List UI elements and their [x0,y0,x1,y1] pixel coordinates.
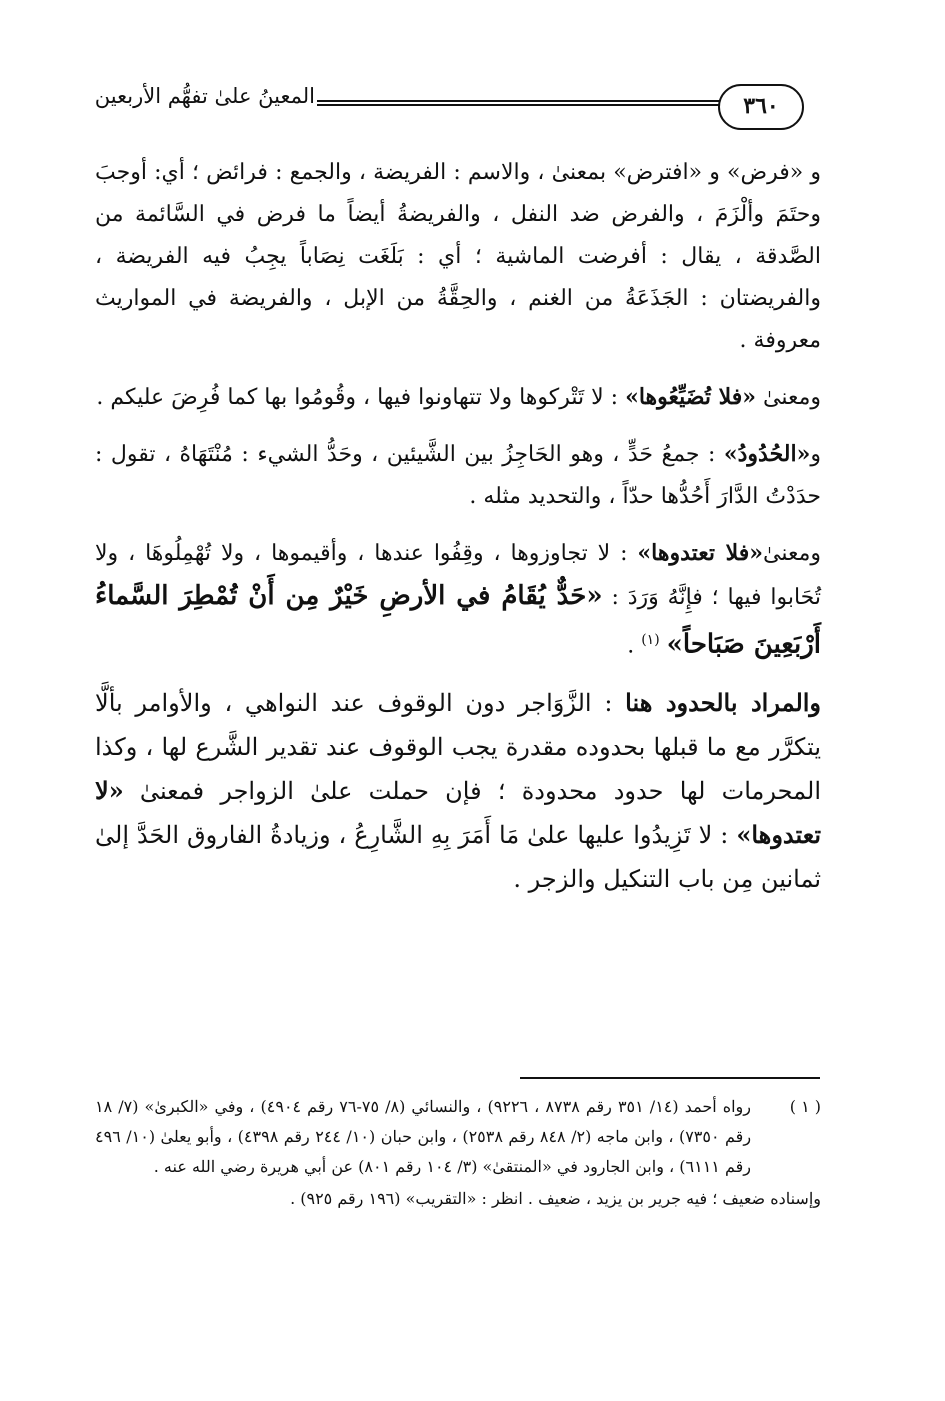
running-title: المعينُ علىٰ تفهُّم الأربعين [94,84,315,108]
paragraph-end: . [627,633,642,659]
footnote-marker[interactable]: (١) [641,632,660,648]
term-hudud: «الحُدُودُ» [723,441,811,467]
paragraph-lead: و [810,442,821,467]
paragraph-lead: ومعنىٰ [763,541,822,566]
paragraph-la-tatadouha [95,532,821,667]
header-double-rule [317,100,720,106]
footnote-note: وإسناده ضعيف ؛ فيه جرير بن يزيد ، ضعيف . انظر : «التقريب» (١٩٦ رقم ٩٢٥) . [290,1189,821,1208]
footnotes [95,1092,821,1214]
paragraph-la-tudayyiuha [95,376,821,419]
hadith-quote: «حَدٌّ يُقَامُ في الأرضِ خَيْرٌ مِن أَنْ تُمْطِرَ السَّماءُ أَرْبَعِينَ صَبَاحاً» [95,581,821,660]
paragraph-text: : لا تَتْركوها ولا تتهاونوا فيها ، وقُومُوا بها كما فُرِضَ عليكم . [96,385,626,410]
footnote-1 [95,1092,821,1182]
paragraph-text: : لا تجاوزوها ، وقِفُوا عندها ، وأقيموها ، ولا تُهْمِلُوهَا ، ولا تُحَابوا فيها ؛ فإِنَّهُ وَرَدَ : [95,541,821,610]
paragraph-text-end: : لا تَزِيدُوا عليها علىٰ مَا أَمَرَ بِهِ الشَّارِعُ ، وزيادةُ الفاروق الحَدَّ إلىٰ ثمانين مِن باب التنكيل والزجر . [95,821,821,894]
term-fala-tudayyiuha: «فلا تُضَيِّعُوها» [625,384,756,410]
term-la-tatadouha: «لا تعتدوها» [95,776,821,850]
footnote-text: رواه أحمد (١٤/ ٣٥١ رقم ٨٧٣٨ ، ٩٢٢٦) ، والنسائي (٨/ ٧٥-٧٦ رقم ٤٩٠٤) ، وفي «الكبرىٰ» (٧/ ١٨ رقم ٧٣٥٠) ، وابن ماجه (٢/ ٨٤٨ رقم ٢٥٣٨) ، وابن حبان (١٠/ ٢٤٤ رقم ٤٣٩٨) ، وأبو يعلىٰ (١٠/ ٤٩٦ رقم ٦١١١) ، وابن الجارود في «المنتقىٰ» (٣/ ١٠٤ رقم ٨٠١) عن أبي هريرة رضي الله عنه . [95,1097,752,1176]
paragraph-lead: ومعنىٰ [756,385,821,410]
page-number-badge: ٣٦٠ [718,84,804,130]
page-header [85,66,820,126]
footnote-separator [520,1077,820,1079]
paragraph-hudud [95,433,821,518]
footnote-number: ( ١ ) [789,1097,821,1116]
paragraph-meaning-hudud [95,681,821,901]
term-murad-hudud: والمراد بالحدود هنا [625,688,822,718]
paragraph-text: : الزَّوَاجر دون الوقوف عند النواهي ، والأوامر بألَّا يتكرَّر مع ما قبلها بحدوده مقدرة يجب الوقوف عند تقدير الشَّرع لها ، وكذا المحرمات لها حدود محدودة ؛ فإن حملت علىٰ الزواجر فمعنىٰ [95,689,821,806]
paragraph-fard: و «فرض» و «افترض» بمعنىٰ ، والاسم : الفريضة ، والجمع : فرائض ؛ أي: أوجبَ وحتَمَ وألْزَمَ ، والفرض ضد النفل ، والفريضةُ أيضاً ما فرض في السَّائمة من الصَّدقة ، يقال : أفرضت الماشية ؛ أي : بَلَغَت نِصَاباً يجِبُ فيه الفريضة ، والفريضتان : الجَذَعَةُ من الغنم ، والحِقَّةُ من الإبل ، والفريضة في المواريث معروفة . [95,160,821,353]
term-fala-tatadouha: «فلا تعتدوها» [637,540,764,566]
main-text [95,152,821,915]
paragraph-text: : جمعُ حَدٍّ ، وهو الحَاجِزُ بين الشَّيئين ، وحَدُّ الشيء : مُنْتَهَاهُ ، تقول : حدَدْتُ الدَّارَ أَحُدُّها حدّاً ، والتحديد مثله . [95,442,821,509]
